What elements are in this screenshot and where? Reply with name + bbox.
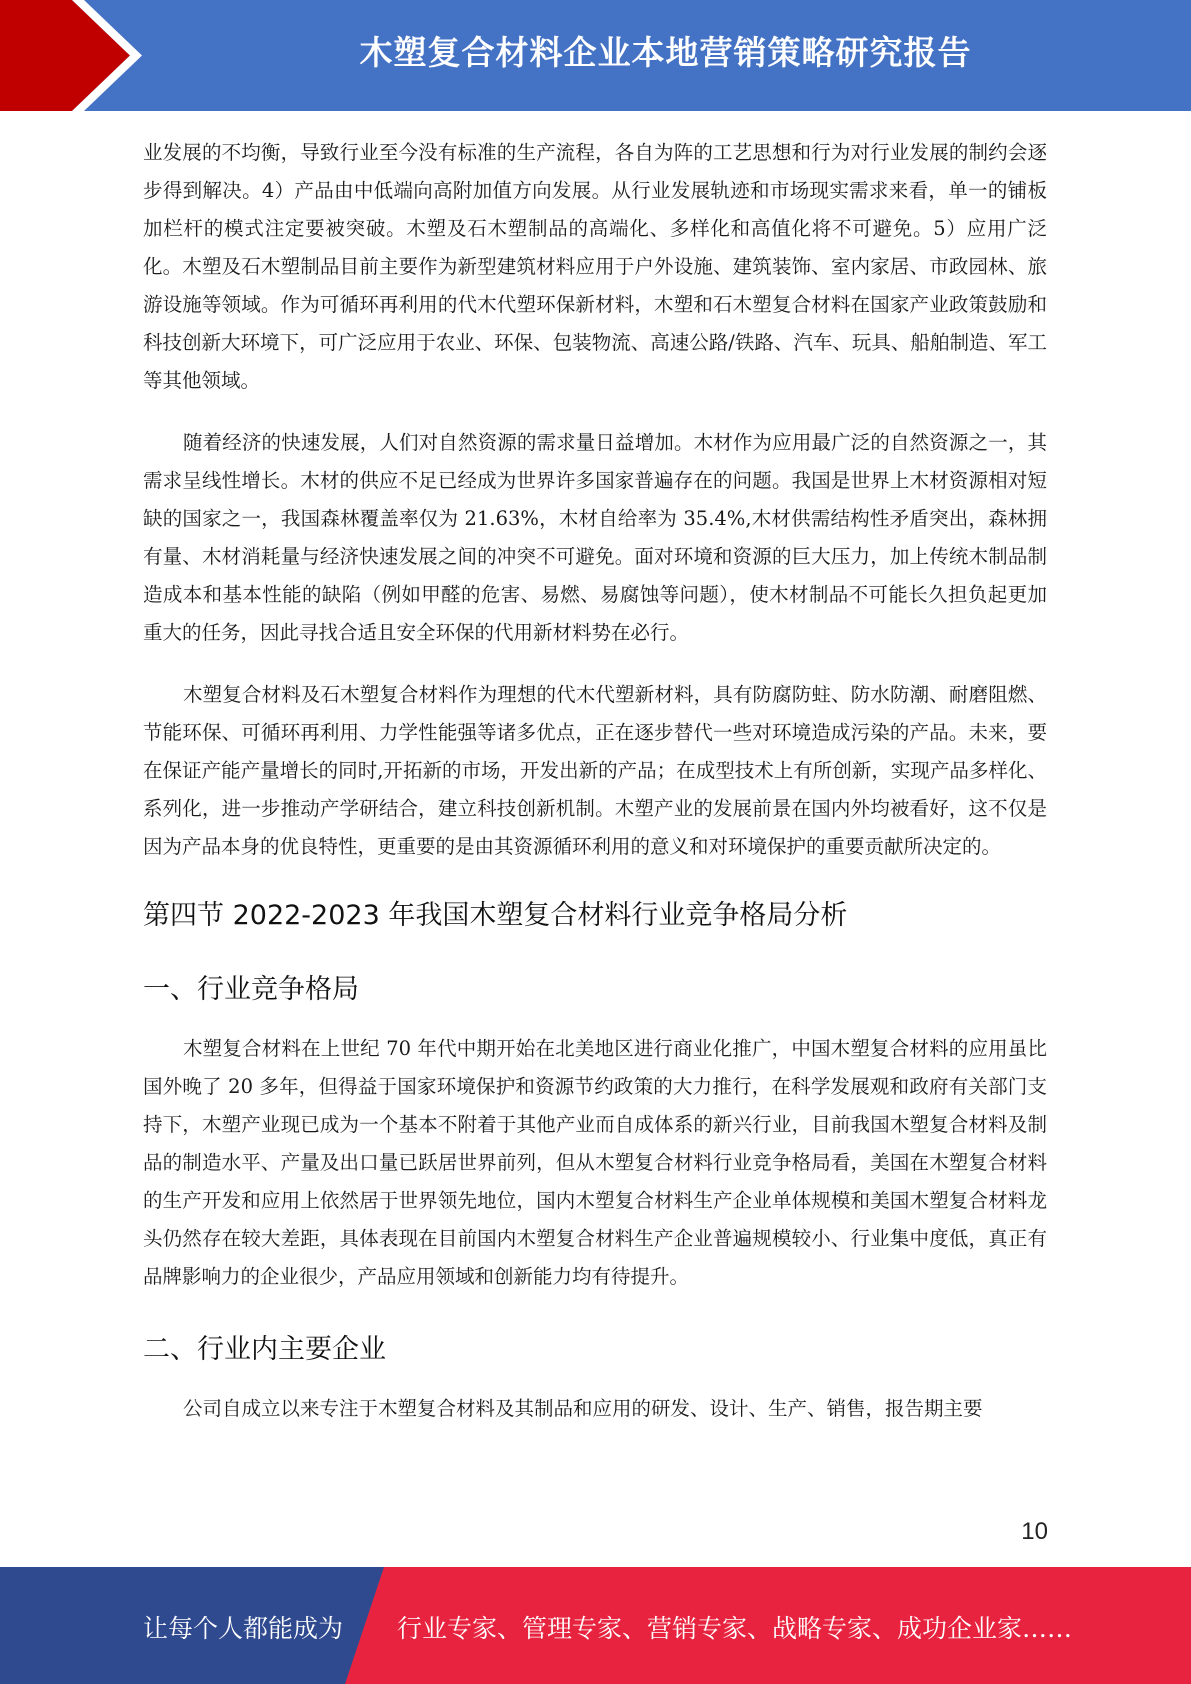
footer-slogan-right: 行业专家、管理专家、营销专家、战略专家、成功企业家……	[397, 1614, 1073, 1643]
header-title: 木塑复合材料企业本地营销策略研究报告	[359, 33, 972, 72]
section-heading: 第四节 2022-2023 年我国木塑复合材料行业竞争格局分析	[143, 900, 848, 931]
page-header	[0, 0, 1191, 111]
paragraph-competition-landscape: 木塑复合材料在上世纪 70 年代中期开始在北美地区进行商业化推广，中国木塑复合材料的应用虽比国外晚了 20 多年，但得益于国家环境保护和资源节约政策的大力推行，在科学发展观和政府有关部门支持下，木塑产业现已成为一个基本不附着于其他产业而自成体系的新兴行业，目前我国木塑复合材料及制品的制造水平、产量及出口量已跃居世界前列，但从木塑复合材料行业竞争格局看，美国在木塑复合材料的生产开发和应用上依然居于世界领先地位，国内木塑复合材料生产企业单体规模和美国木塑复合材料龙头仍然存在较大差距，具体表现在目前国内木塑复合材料生产企业普遍规模较小、行业集中度低，真正有品牌影响力的企业很少，产品应用领域和创新能力均有待提升。	[143, 1037, 1047, 1288]
paragraph-industry-trends: 业发展的不均衡，导致行业至今没有标准的生产流程，各自为阵的工艺思想和行为对行业发展的制约会逐步得到解决。4）产品由中低端向高附加值方向发展。从行业发展轨迹和市场现实需求来看，单一的铺板加栏杆的模式注定要被突破。木塑及石木塑制品的高端化、多样化和高值化将不可避免。5）应用广泛化。木塑及石木塑制品目前主要作为新型建筑材料应用于户外设施、建筑装饰、室内家居、市政园林、旅游设施等领域。作为可循环再利用的代木代塑环保新材料，木塑和石木塑复合材料在国家产业政策鼓励和科技创新大环境下，可广泛应用于农业、环保、包装物流、高速公路/铁路、汽车、玩具、船舶制造、军工等其他领域。	[143, 141, 1047, 392]
footer-slogan-left: 让每个人都能成为	[143, 1614, 344, 1643]
paragraph-major-enterprises: 公司自成立以来专注于木塑复合材料及其制品和应用的研发、设计、生产、销售，报告期主要	[183, 1397, 983, 1420]
subheading-major-enterprises: 二、行业内主要企业	[143, 1334, 386, 1365]
page-number: 10	[1021, 1518, 1048, 1545]
page-footer	[0, 1567, 1191, 1684]
paragraph-resource-demand: 随着经济的快速发展，人们对自然资源的需求量日益增加。木材作为应用最广泛的自然资源之一，其需求呈线性增长。木材的供应不足已经成为世界许多国家普遍存在的问题。我国是世界上木材资源相对短缺的国家之一，我国森林覆盖率仅为 21.63%，木材自给率为 35.4%,木材供需结构性矛盾突出，森林拥有量、木材消耗量与经济快速发展之间的冲突不可避免。面对环境和资源的巨大压力，加上传统木制品制造成本和基本性能的缺陷（例如甲醛的危害、易燃、易腐蚀等问题），使木材制品不可能长久担负起更加重大的任务，因此寻找合适且安全环保的代用新材料势在必行。	[143, 431, 1047, 644]
header-arrow-decoration	[0, 0, 160, 111]
document-body	[143, 134, 1047, 1452]
paragraph-material-advantages: 木塑复合材料及石木塑复合材料作为理想的代木代塑新材料，具有防腐防蛀、防水防潮、耐磨阻燃、节能环保、可循环再利用、力学性能强等诸多优点，正在逐步替代一些对环境造成污染的产品。未来，要在保证产能产量增长的同时,开拓新的市场，开发出新的产品；在成型技术上有所创新，实现产品多样化、系列化，进一步推动产学研结合，建立科技创新机制。木塑产业的发展前景在国内外均被看好，这不仅是因为产品本身的优良特性，更重要的是由其资源循环利用的意义和对环境保护的重要贡献所决定的。	[143, 683, 1047, 858]
subheading-competition-landscape: 一、行业竞争格局	[143, 974, 359, 1005]
